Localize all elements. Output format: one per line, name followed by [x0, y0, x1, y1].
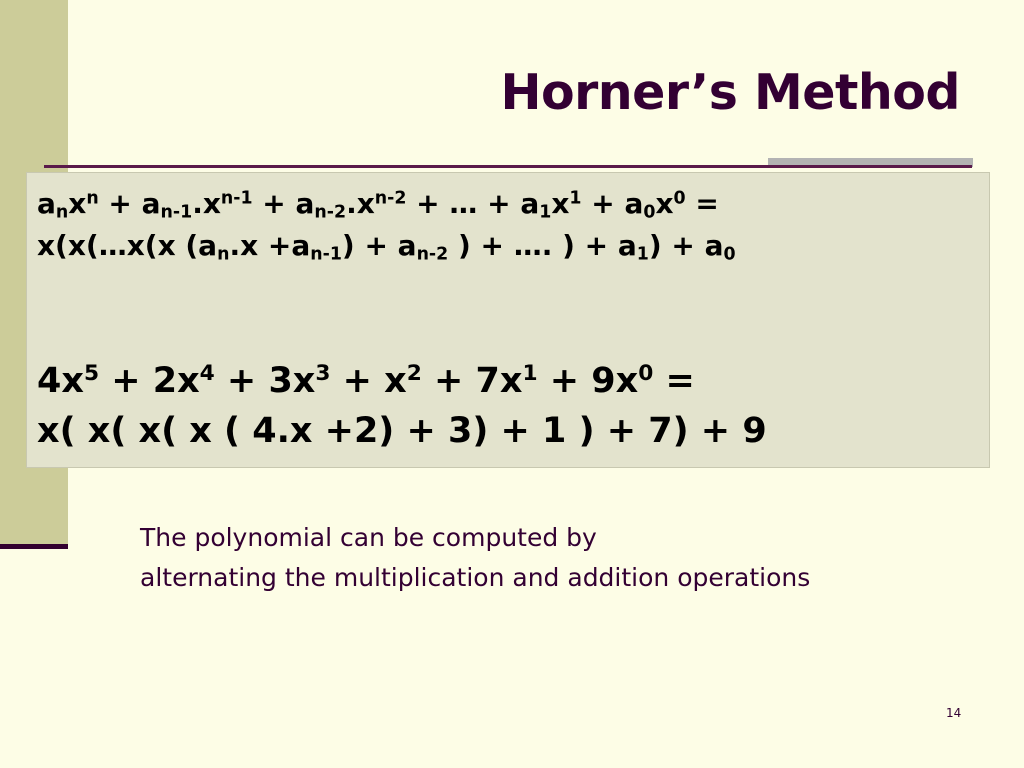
- example-polynomial-formula: [37, 361, 695, 401]
- caption-text: [140, 518, 810, 598]
- formula-text: =: [653, 361, 695, 401]
- formula-text: =: [685, 187, 719, 220]
- example-horner-form: [37, 411, 767, 451]
- formula-text: x(x(…x(x (a: [37, 229, 218, 262]
- formula-superscript: n: [86, 188, 99, 209]
- formula-superscript: 0: [673, 188, 686, 209]
- formula-subscript: n: [217, 244, 230, 265]
- formula-text: .x: [192, 187, 221, 220]
- formula-text: .x +a: [229, 229, 311, 262]
- formula-text: ) + …. ) + a: [448, 229, 637, 262]
- formula-subscript: 1: [539, 202, 552, 223]
- formula-superscript: 1: [522, 361, 538, 387]
- title-rule: [44, 165, 972, 168]
- formula-text: + 2x: [99, 361, 200, 401]
- left-accent-line: [0, 544, 68, 549]
- formula-text: x: [551, 187, 570, 220]
- formula-superscript: 3: [315, 361, 331, 387]
- formula-subscript: 0: [723, 244, 736, 265]
- formula-text: + 9x: [537, 361, 639, 401]
- formula-subscript: 0: [643, 202, 656, 223]
- formula-text: 4x: [37, 361, 84, 401]
- formula-subscript: n-2: [416, 244, 449, 265]
- formula-text: + … + a: [406, 187, 540, 220]
- general-polynomial-formula: [37, 187, 719, 223]
- formula-superscript: 4: [199, 361, 215, 387]
- formula-superscript: 1: [569, 188, 582, 209]
- formula-text: ) + a: [341, 229, 417, 262]
- formula-text: ) + a: [648, 229, 724, 262]
- caption-line-1: The polynomial can be computed by: [140, 523, 597, 552]
- formula-text: x: [68, 187, 87, 220]
- slide-title: Horner’s Method: [500, 64, 960, 121]
- formula-subscript: n: [55, 202, 69, 223]
- formula-text: + x: [330, 361, 407, 401]
- formula-text: x( x( x( x ( 4.x +2) + 3) + 1 ) + 7) + 9: [37, 411, 767, 451]
- formula-superscript: 2: [406, 361, 422, 387]
- formula-box: [26, 172, 990, 468]
- formula-superscript: 0: [638, 361, 654, 387]
- formula-superscript: 5: [83, 361, 100, 387]
- formula-text: + a: [98, 187, 161, 220]
- formula-text: + 3x: [214, 361, 316, 401]
- formula-subscript: n-2: [314, 202, 347, 223]
- formula-text: x: [655, 187, 674, 220]
- formula-text: + a: [581, 187, 644, 220]
- formula-subscript: 1: [636, 244, 649, 265]
- caption-line-2: alternating the multiplication and addition operations: [140, 563, 811, 592]
- formula-text: a: [37, 187, 56, 220]
- formula-text: .x: [346, 187, 375, 220]
- general-horner-form: [37, 229, 736, 265]
- formula-text: + 7x: [421, 361, 523, 401]
- formula-subscript: n-1: [160, 202, 193, 223]
- formula-superscript: n-1: [220, 188, 253, 209]
- formula-superscript: n-2: [374, 188, 407, 209]
- page-number: 14: [946, 706, 962, 720]
- formula-subscript: n-1: [310, 244, 342, 265]
- formula-text: + a: [252, 187, 315, 220]
